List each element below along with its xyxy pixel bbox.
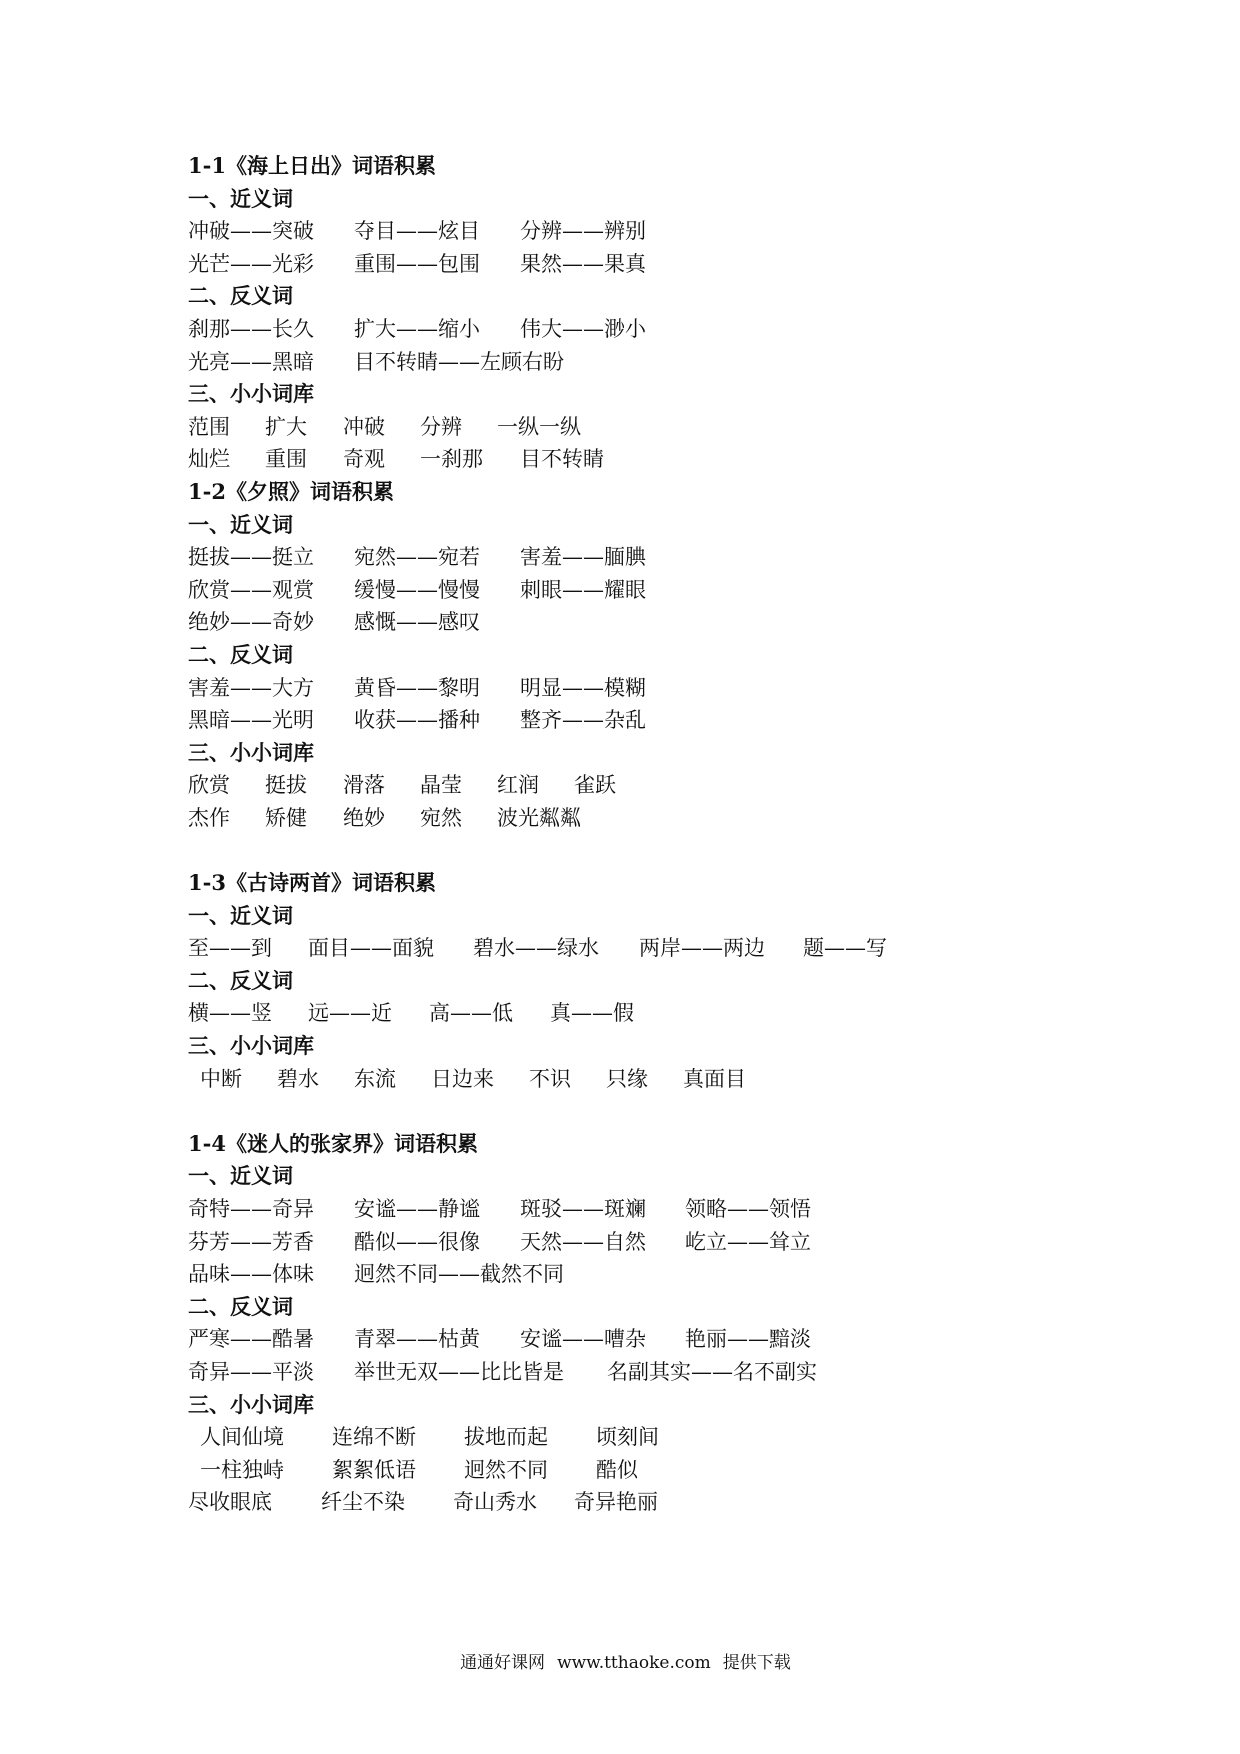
word-pair: 整齐——杂乱 [520, 708, 646, 733]
group-heading: 一、近义词 [188, 1163, 293, 1189]
word-row [188, 248, 1168, 281]
word-pair: 酷似——很像 [354, 1229, 480, 1254]
word-row [188, 346, 1168, 379]
word-pair: 至——到 [188, 936, 272, 961]
word-item: 真面目 [683, 1066, 746, 1091]
word-item: 波光粼粼 [497, 805, 581, 830]
word-item: 连绵不断 [332, 1425, 416, 1450]
page-footer [0, 1628, 1240, 1673]
word-item: 雀跃 [574, 773, 616, 798]
word-pair: 举世无双——比比皆是 [354, 1359, 564, 1384]
word-item: 冲破 [343, 414, 385, 439]
word-item: 迥然不同 [464, 1457, 548, 1482]
word-row [188, 1421, 1168, 1454]
group-heading: 三、小小词库 [188, 381, 314, 407]
word-item: 红润 [497, 773, 539, 798]
word-pair: 两岸——两边 [639, 936, 765, 961]
word-pair: 天然——自然 [520, 1229, 646, 1254]
word-row [188, 997, 1168, 1030]
document-body [188, 150, 1168, 1519]
word-item: 奇山秀水 [453, 1490, 537, 1515]
word-item: 目不转睛 [520, 447, 604, 472]
word-row [188, 574, 1168, 607]
word-item: 矫健 [265, 805, 307, 830]
word-pair: 目不转睛——左顾右盼 [354, 349, 564, 374]
word-pair: 收获——播种 [354, 708, 480, 733]
word-pair: 感慨——感叹 [354, 610, 480, 635]
word-pair: 光芒——光彩 [188, 251, 314, 276]
group-heading: 一、近义词 [188, 902, 293, 928]
word-item: 纤尘不染 [321, 1490, 405, 1515]
word-pair: 明显——模糊 [520, 675, 646, 700]
word-item: 重围 [265, 447, 307, 472]
word-item: 分辨 [420, 414, 462, 439]
spacer [188, 1095, 1168, 1128]
group-heading: 二、反义词 [188, 283, 293, 309]
footer-site-name: 通通好课网 [460, 1653, 546, 1673]
word-pair: 分辨——辨别 [520, 219, 646, 244]
word-pair: 真——假 [550, 1001, 634, 1026]
group-heading: 二、反义词 [188, 641, 293, 667]
word-pair: 碧水——绿水 [473, 936, 599, 961]
word-row [188, 215, 1168, 248]
word-pair: 青翠——枯黄 [354, 1327, 480, 1352]
section-title: 1-4《迷人的张家界》词语积累 [188, 1130, 478, 1156]
group-heading: 三、小小词库 [188, 739, 314, 765]
word-item: 奇观 [343, 447, 385, 472]
word-row [188, 443, 1168, 476]
word-pair: 宛然——宛若 [354, 545, 480, 570]
section-title: 1-3《古诗两首》词语积累 [188, 870, 436, 896]
word-pair: 名副其实——名不副实 [607, 1359, 817, 1384]
word-item: 灿烂 [188, 447, 230, 472]
word-item: 晶莹 [420, 773, 462, 798]
spacer [188, 834, 1168, 867]
word-pair: 安谧——静谧 [354, 1197, 480, 1221]
word-pair: 伟大——渺小 [520, 316, 646, 341]
word-item: 尽收眼底 [188, 1490, 272, 1515]
word-pair: 害羞——大方 [188, 675, 314, 700]
word-item: 人间仙境 [200, 1425, 284, 1450]
word-row [188, 802, 1168, 835]
word-item: 一刹那 [420, 447, 483, 472]
word-item: 滑落 [343, 773, 385, 798]
word-pair: 冲破——突破 [188, 219, 314, 244]
word-pair: 芬芳——芳香 [188, 1229, 314, 1254]
word-item: 范围 [188, 414, 230, 439]
word-item: 杰作 [188, 805, 230, 830]
word-item: 酷似 [596, 1457, 638, 1482]
word-pair: 黄昏——黎明 [354, 675, 480, 700]
word-pair: 题——写 [803, 936, 887, 961]
word-pair: 迥然不同——截然不同 [354, 1262, 564, 1287]
word-row [188, 606, 1168, 639]
word-item: 奇异艳丽 [574, 1490, 658, 1515]
word-pair: 刺眼——耀眼 [520, 577, 646, 602]
word-row [188, 1258, 1168, 1291]
word-pair: 欣赏——观赏 [188, 577, 314, 602]
word-item: 日边来 [431, 1066, 494, 1091]
section-title: 1-2《夕照》词语积累 [188, 478, 394, 504]
word-row [188, 1323, 1168, 1356]
word-item: 欣赏 [188, 773, 230, 798]
footer-url[interactable]: www.tthaoke.com [557, 1653, 711, 1673]
word-row [188, 932, 1168, 965]
group-heading: 三、小小词库 [188, 1033, 314, 1059]
word-row [188, 1356, 1168, 1389]
word-item: 不识 [529, 1066, 571, 1091]
word-pair: 远——近 [308, 1001, 392, 1026]
word-pair: 高——低 [429, 1001, 513, 1026]
footer-suffix: 提供下载 [722, 1653, 791, 1673]
word-pair: 奇特——奇异 [188, 1197, 314, 1221]
section-title: 1-1《海上日出》词语积累 [188, 153, 436, 178]
group-heading: 二、反义词 [188, 967, 293, 993]
word-row [188, 411, 1168, 444]
word-item: 拔地而起 [464, 1425, 548, 1450]
word-pair: 品味——体味 [188, 1262, 314, 1287]
word-row [188, 1454, 1168, 1487]
word-pair: 害羞——腼腆 [520, 545, 646, 570]
word-item: 挺拔 [265, 773, 307, 798]
word-pair: 扩大——缩小 [354, 316, 480, 341]
word-pair: 奇异——平淡 [188, 1359, 314, 1384]
word-row [188, 1486, 1168, 1519]
word-pair: 挺拔——挺立 [188, 545, 314, 570]
word-item: 只缘 [606, 1066, 648, 1091]
word-pair: 领略——领悟 [685, 1197, 811, 1221]
word-pair: 严寒——酷暑 [188, 1327, 314, 1352]
word-item: 碧水 [277, 1066, 319, 1091]
word-pair: 缓慢——慢慢 [354, 577, 480, 602]
word-item: 一纵一纵 [497, 414, 581, 439]
word-pair: 艳丽——黯淡 [685, 1327, 811, 1352]
word-pair: 屹立——耸立 [685, 1229, 811, 1254]
word-pair: 刹那——长久 [188, 316, 314, 341]
word-pair: 光亮——黑暗 [188, 349, 314, 374]
word-row [188, 1226, 1168, 1259]
word-pair: 横——竖 [188, 1001, 272, 1026]
word-item: 绝妙 [343, 805, 385, 830]
word-row [188, 704, 1168, 737]
word-pair: 绝妙——奇妙 [188, 610, 314, 635]
group-heading: 一、近义词 [188, 511, 293, 537]
word-pair: 面目——面貌 [308, 936, 434, 961]
word-item: 东流 [354, 1066, 396, 1091]
word-row [188, 1193, 1168, 1226]
word-row [188, 313, 1168, 346]
word-pair: 重围——包围 [354, 251, 480, 276]
word-item: 扩大 [265, 414, 307, 439]
word-row [188, 541, 1168, 574]
word-row [188, 672, 1168, 705]
word-row [188, 1063, 1168, 1096]
word-item: 宛然 [420, 805, 462, 830]
group-heading: 一、近义词 [188, 185, 293, 211]
word-pair: 安谧——嘈杂 [520, 1327, 646, 1352]
word-pair: 果然——果真 [520, 251, 646, 276]
word-item: 顷刻间 [596, 1425, 659, 1450]
word-item: 絮絮低语 [332, 1457, 416, 1482]
word-row [188, 769, 1168, 802]
group-heading: 三、小小词库 [188, 1391, 314, 1417]
word-pair: 夺目——炫目 [354, 219, 480, 244]
word-item: 中断 [200, 1066, 242, 1091]
word-pair: 黑暗——光明 [188, 708, 314, 733]
word-pair: 斑驳——斑斓 [520, 1197, 646, 1221]
group-heading: 二、反义词 [188, 1293, 293, 1319]
word-item: 一柱独峙 [200, 1457, 284, 1482]
